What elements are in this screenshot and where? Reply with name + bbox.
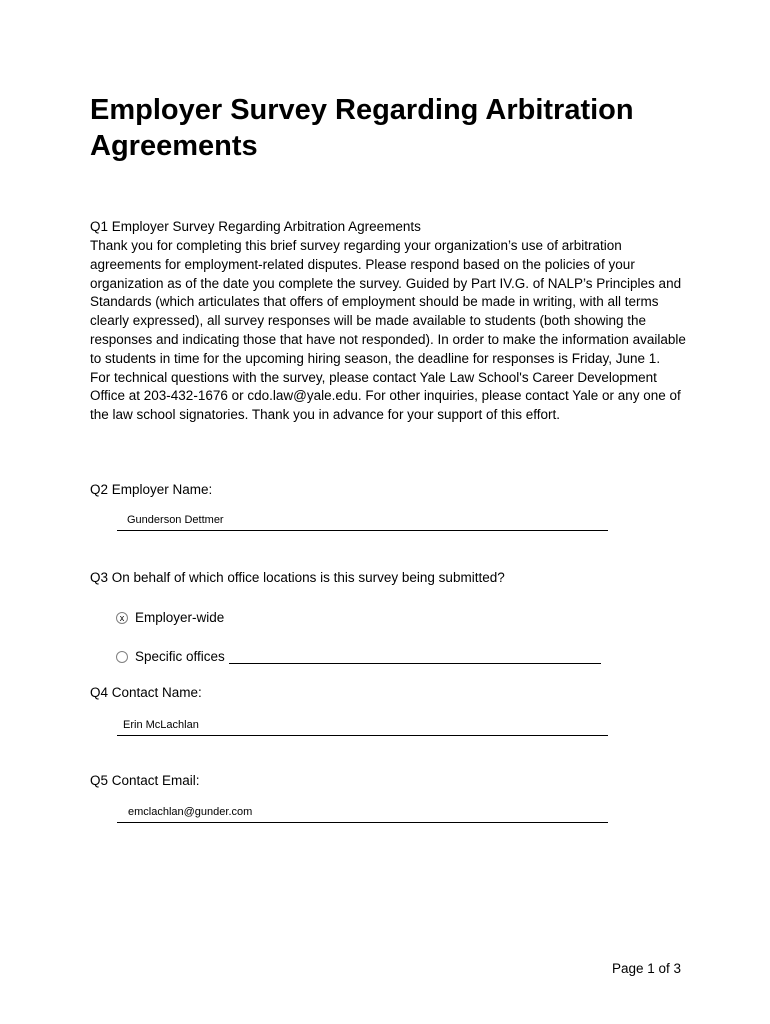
page-number: Page 1 of 3 [611,961,681,976]
contact-email-value: emclachlan@gunder.com [128,806,253,818]
contact-name-field[interactable] [117,715,608,736]
q1-paragraph-intro: Thank you for completing this brief survey regarding your organization’s use of arbitration agreements for employment-related disputes. Please respond based on the policies of your organization as of the date you complete the survey. Guided by Part IV.G. of NALP’s Principles and Standards (which articulates that offers of employment should be made in writing, with all terms clearly expressed), all survey responses will be made available to students (both showing the responses and indicating those that have not responded). In order to make the information available to students in time for the upcoming hiring season, the deadline for responses is Friday, June 1. [90,238,686,366]
q1-intro-text [90,237,690,425]
q1-heading: Q1 Employer Survey Regarding Arbitration Agreements [90,219,421,234]
option-employer-wide[interactable] [116,609,224,627]
contact-name-value: Erin McLachlan [123,719,199,731]
employer-name-field[interactable] [117,510,608,531]
q3-label: Q3 On behalf of which office locations is this survey being submitted? [90,570,505,585]
radio-x-mark: x [119,613,125,623]
option-specific-offices[interactable] [116,648,601,666]
q4-label: Q4 Contact Name: [90,685,202,700]
employer-name-value: Gunderson Dettmer [127,514,224,526]
contact-email-field[interactable] [117,802,608,823]
radio-employer-wide[interactable] [116,612,128,624]
q2-label: Q2 Employer Name: [90,482,213,497]
specific-offices-input[interactable] [229,651,601,664]
radio-specific-offices[interactable] [116,651,128,663]
q5-label: Q5 Contact Email: [90,773,200,788]
page-title: Employer Survey Regarding Arbitration Agreements [90,94,634,162]
option-specific-offices-label: Specific offices [135,649,225,664]
option-employer-wide-label: Employer-wide [135,610,225,625]
q1-paragraph-contact: For technical questions with the survey, please contact Yale Law School's Career Development Office at 203-432-1676 or cdo.law@yale.edu. For other inquiries, please contact Yale or any one of the law school signatories. Thank you in advance for your support of this effort. [90,369,681,423]
